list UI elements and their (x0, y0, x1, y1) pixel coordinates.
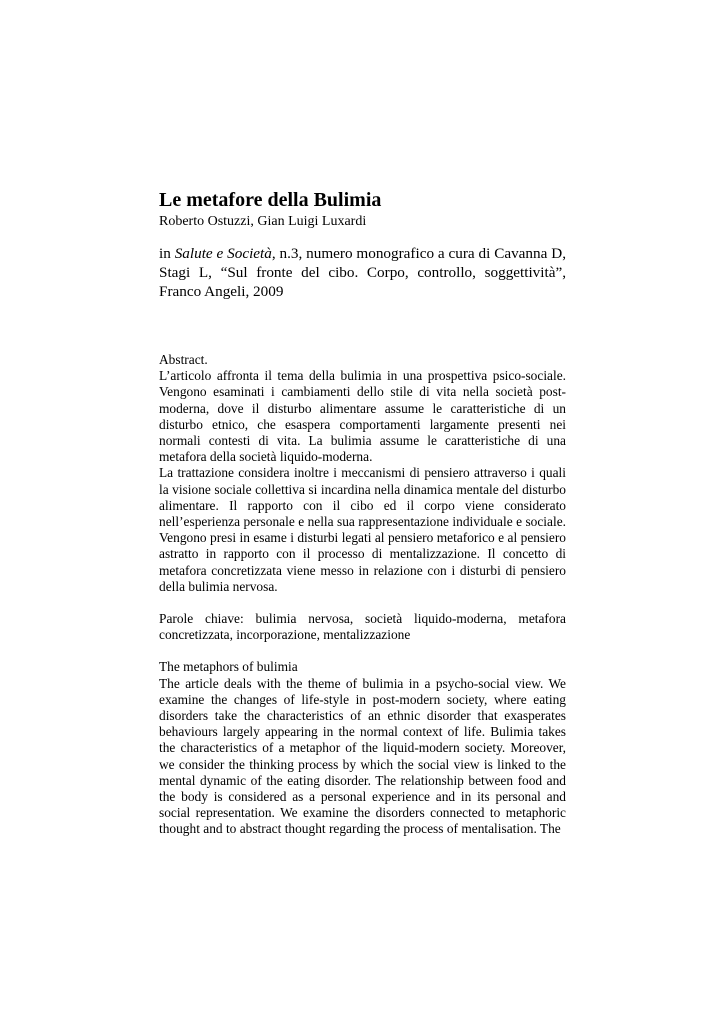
abstract-label: Abstract. (159, 352, 208, 367)
abstract-en-paragraph-1: The article deals with the theme of bulimia in a psycho-social view. We examine the changes of life-style in post-modern society, where eating disorders take the characteristics of an ethnic disorder that exasperates behaviours largely appearing in the normal context of life. Bulimia takes the characteristics of a metaphor of the liquid-modern society. Moreover, we consider the thinking process by which the social view is linked to the mental dynamic of the eating disorder. The relationship between food and the body is considered as a personal experience and in its personal and social representation. We examine the disorders connected to metaphoric thought and to abstract thought regarding the process of mentalisation. The (159, 675, 566, 837)
abstract-it-paragraph-2: La trattazione considera inoltre i meccanismi di pensiero attraverso i quali la visione sociale collettiva si incardina nella dinamica mentale del disturbo alimentare. Il rapporto con il cibo ed il corpo viene considerato nell’esperienza personale e nella sua rappresentazione individuale e sociale. Vengono presi in esame i disturbi legati al pensiero metaforico e al pensiero astratto in rapporto con il processo di mentalizzazione. Il concetto di metafora concretizzata viene messo in relazione con i disturbi di pensiero della bulimia nervosa. (159, 465, 566, 594)
paper-body (159, 188, 566, 838)
citation-prefix: in (159, 245, 175, 262)
citation (159, 244, 566, 301)
abstract-en-title: The metaphors of bulimia (159, 659, 298, 675)
keywords: Parole chiave: bulimia nervosa, società liquido-moderna, metafora concretizzata, incorporazione, mentalizzazione (159, 611, 566, 643)
paper-title: Le metafore della Bulimia (159, 189, 382, 211)
citation-journal: Salute e Società (174, 245, 272, 262)
abstract-it-paragraph-1: L’articolo affronta il tema della bulimia in una prospettiva psico-sociale. Vengono esaminati i cambiamenti dello stile di vita nella società post-moderna, dove il disturbo alimentare assume le caratteristiche di un disturbo etnico, che esaspera comportamenti largamente presenti nei normali contesti di vita. La bulimia assume le caratteristiche di una metafora della società liquido-moderna. (159, 368, 566, 465)
citation-details: , n.3, numero monografico a cura di Cavanna D, Stagi L, “Sul fronte del cibo. Corpo, controllo, soggettività”, Franco Angeli, 2009 (159, 245, 566, 300)
authors: Roberto Ostuzzi, Gian Luigi Luxardi (159, 214, 367, 229)
